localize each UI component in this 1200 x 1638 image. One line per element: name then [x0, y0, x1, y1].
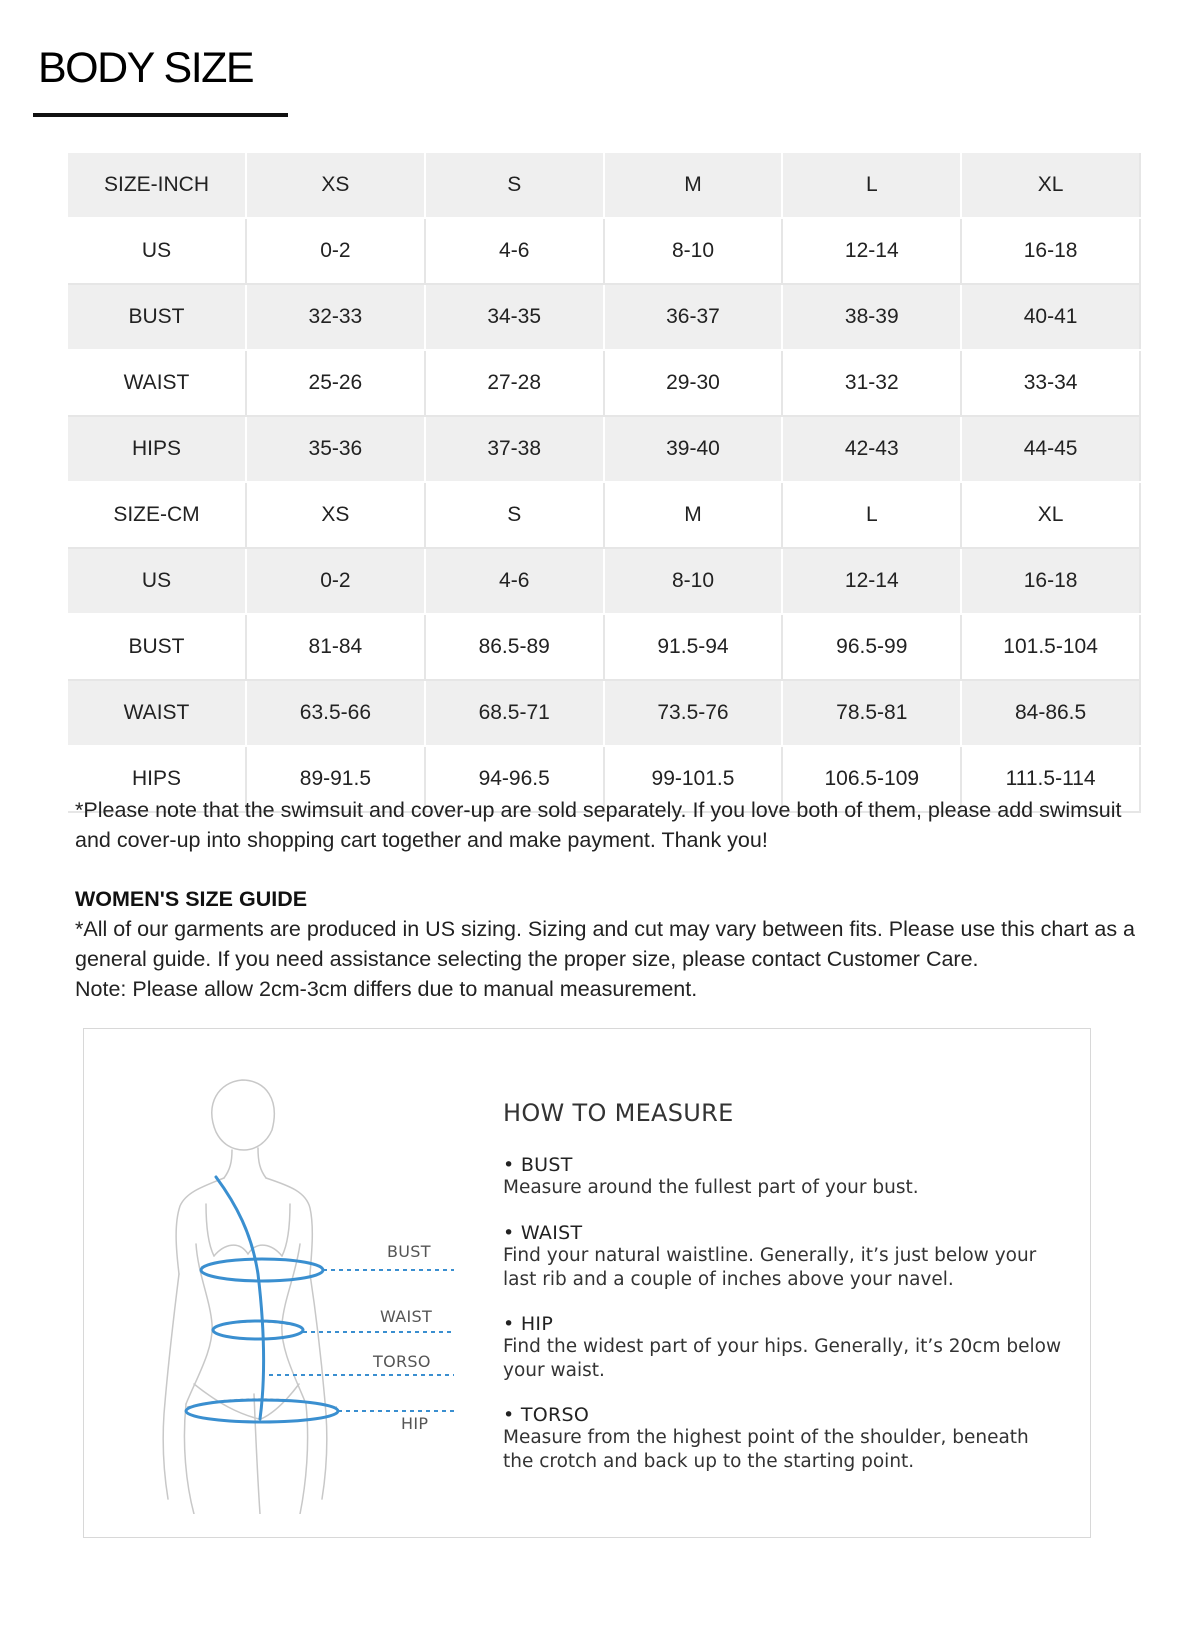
table-cell: 16-18 [961, 218, 1140, 284]
table-row [68, 350, 1140, 416]
table-row [68, 680, 1140, 746]
measurement-note: Note: Please allow 2cm-3cm differs due to manual measurement. [75, 977, 698, 1001]
table-cell: 8-10 [604, 548, 783, 614]
table-cell: 12-14 [782, 548, 961, 614]
table-header-row [68, 153, 1140, 218]
row-label-cell: US [68, 218, 246, 284]
notes-section [75, 795, 1135, 1004]
table-cell: 39-40 [604, 416, 783, 482]
table-cell: S [425, 153, 604, 218]
table-row [68, 218, 1140, 284]
table-cell: 78.5-81 [782, 680, 961, 746]
table-cell: 91.5-94 [604, 614, 783, 680]
separate-sale-note: *Please note that the swimsuit and cover-up are sold separately. If you love both of them, please add swimsuit and cover-up into shopping cart together and make payment. Thank you! [75, 798, 1122, 852]
size-guide-text: *All of our garments are produced in US sizing. Sizing and cut may vary between fits. Please use this chart as a general guide. If you need assistance selecting the proper size, please contact Customer Care. [75, 917, 1135, 971]
table-cell: 33-34 [961, 350, 1140, 416]
title-underline [33, 113, 288, 117]
row-label-cell: HIPS [68, 416, 246, 482]
table-cell: 111.5-114 [961, 746, 1140, 812]
table-row [68, 614, 1140, 680]
measure-item-hip [503, 1313, 1063, 1382]
figure-label-waist: WAIST [380, 1307, 433, 1326]
table-cell: 0-2 [246, 218, 425, 284]
table-cell: 73.5-76 [604, 680, 783, 746]
measure-item-waist [503, 1222, 1063, 1291]
size-chart-table [68, 153, 1141, 813]
table-cell: 35-36 [246, 416, 425, 482]
table-header-row [68, 482, 1140, 548]
measure-item-description: Find the widest part of your hips. Generally, it’s 20cm below your waist. [503, 1336, 1062, 1381]
table-cell: 42-43 [782, 416, 961, 482]
row-label-cell: BUST [68, 614, 246, 680]
row-label-cell: WAIST [68, 350, 246, 416]
body-outline-icon [124, 1074, 454, 1514]
table-cell: 89-91.5 [246, 746, 425, 812]
table-cell: 68.5-71 [425, 680, 604, 746]
table-cell: 101.5-104 [961, 614, 1140, 680]
table-cell: 37-38 [425, 416, 604, 482]
table-cell: 94-96.5 [425, 746, 604, 812]
figure-label-hip: HIP [401, 1414, 429, 1433]
body-figure-illustration [124, 1074, 454, 1514]
measure-item-torso [503, 1404, 1063, 1473]
size-guide-heading: WOMEN'S SIZE GUIDE [75, 887, 308, 911]
table-cell: L [782, 482, 961, 548]
table-row [68, 548, 1140, 614]
figure-label-torso: TORSO [373, 1352, 431, 1371]
table-cell: 31-32 [782, 350, 961, 416]
page-title: BODY SIZE [38, 44, 254, 92]
measure-item-heading: • BUST [503, 1154, 573, 1176]
table-cell: 8-10 [604, 218, 783, 284]
how-to-measure-title: HOW TO MEASURE [503, 1099, 734, 1127]
measure-item-heading: • TORSO [503, 1404, 590, 1426]
row-label-cell: SIZE-CM [68, 482, 246, 548]
table-cell: M [604, 482, 783, 548]
table-cell: 84-86.5 [961, 680, 1140, 746]
table-cell: 29-30 [604, 350, 783, 416]
row-label-cell: WAIST [68, 680, 246, 746]
how-to-measure-card [83, 1028, 1091, 1538]
table-cell: 106.5-109 [782, 746, 961, 812]
table-cell: XS [246, 153, 425, 218]
table-cell: 27-28 [425, 350, 604, 416]
table-cell: XS [246, 482, 425, 548]
table-cell: XL [961, 153, 1140, 218]
measure-item-description: Measure around the fullest part of your bust. [503, 1177, 919, 1198]
table-cell: 12-14 [782, 218, 961, 284]
table-cell: L [782, 153, 961, 218]
figure-label-bust: BUST [387, 1242, 431, 1261]
measure-item-description: Find your natural waistline. Generally, it’s just below your last rib and a couple of inches above your navel. [503, 1245, 1037, 1290]
table-cell: 44-45 [961, 416, 1140, 482]
table-cell: 4-6 [425, 548, 604, 614]
measure-item-heading: • WAIST [503, 1222, 583, 1244]
table-cell: 25-26 [246, 350, 425, 416]
table-cell: 86.5-89 [425, 614, 604, 680]
table-cell: 32-33 [246, 284, 425, 350]
table-cell: 40-41 [961, 284, 1140, 350]
table-cell: XL [961, 482, 1140, 548]
row-label-cell: US [68, 548, 246, 614]
measure-item-heading: • HIP [503, 1313, 554, 1335]
table-cell: S [425, 482, 604, 548]
table-cell: 96.5-99 [782, 614, 961, 680]
table-cell: 0-2 [246, 548, 425, 614]
table-cell: 34-35 [425, 284, 604, 350]
table-cell: 4-6 [425, 218, 604, 284]
table-cell: 38-39 [782, 284, 961, 350]
row-label-cell: SIZE-INCH [68, 153, 246, 218]
table-cell: M [604, 153, 783, 218]
row-label-cell: BUST [68, 284, 246, 350]
measure-item-description: Measure from the highest point of the shoulder, beneath the crotch and back up to the starting point. [503, 1427, 1029, 1472]
table-cell: 81-84 [246, 614, 425, 680]
table-cell: 99-101.5 [604, 746, 783, 812]
table-row [68, 416, 1140, 482]
table-cell: 16-18 [961, 548, 1140, 614]
table-cell: 63.5-66 [246, 680, 425, 746]
measure-item-bust [503, 1154, 1063, 1200]
row-label-cell: HIPS [68, 746, 246, 812]
table-row [68, 284, 1140, 350]
table-cell: 36-37 [604, 284, 783, 350]
